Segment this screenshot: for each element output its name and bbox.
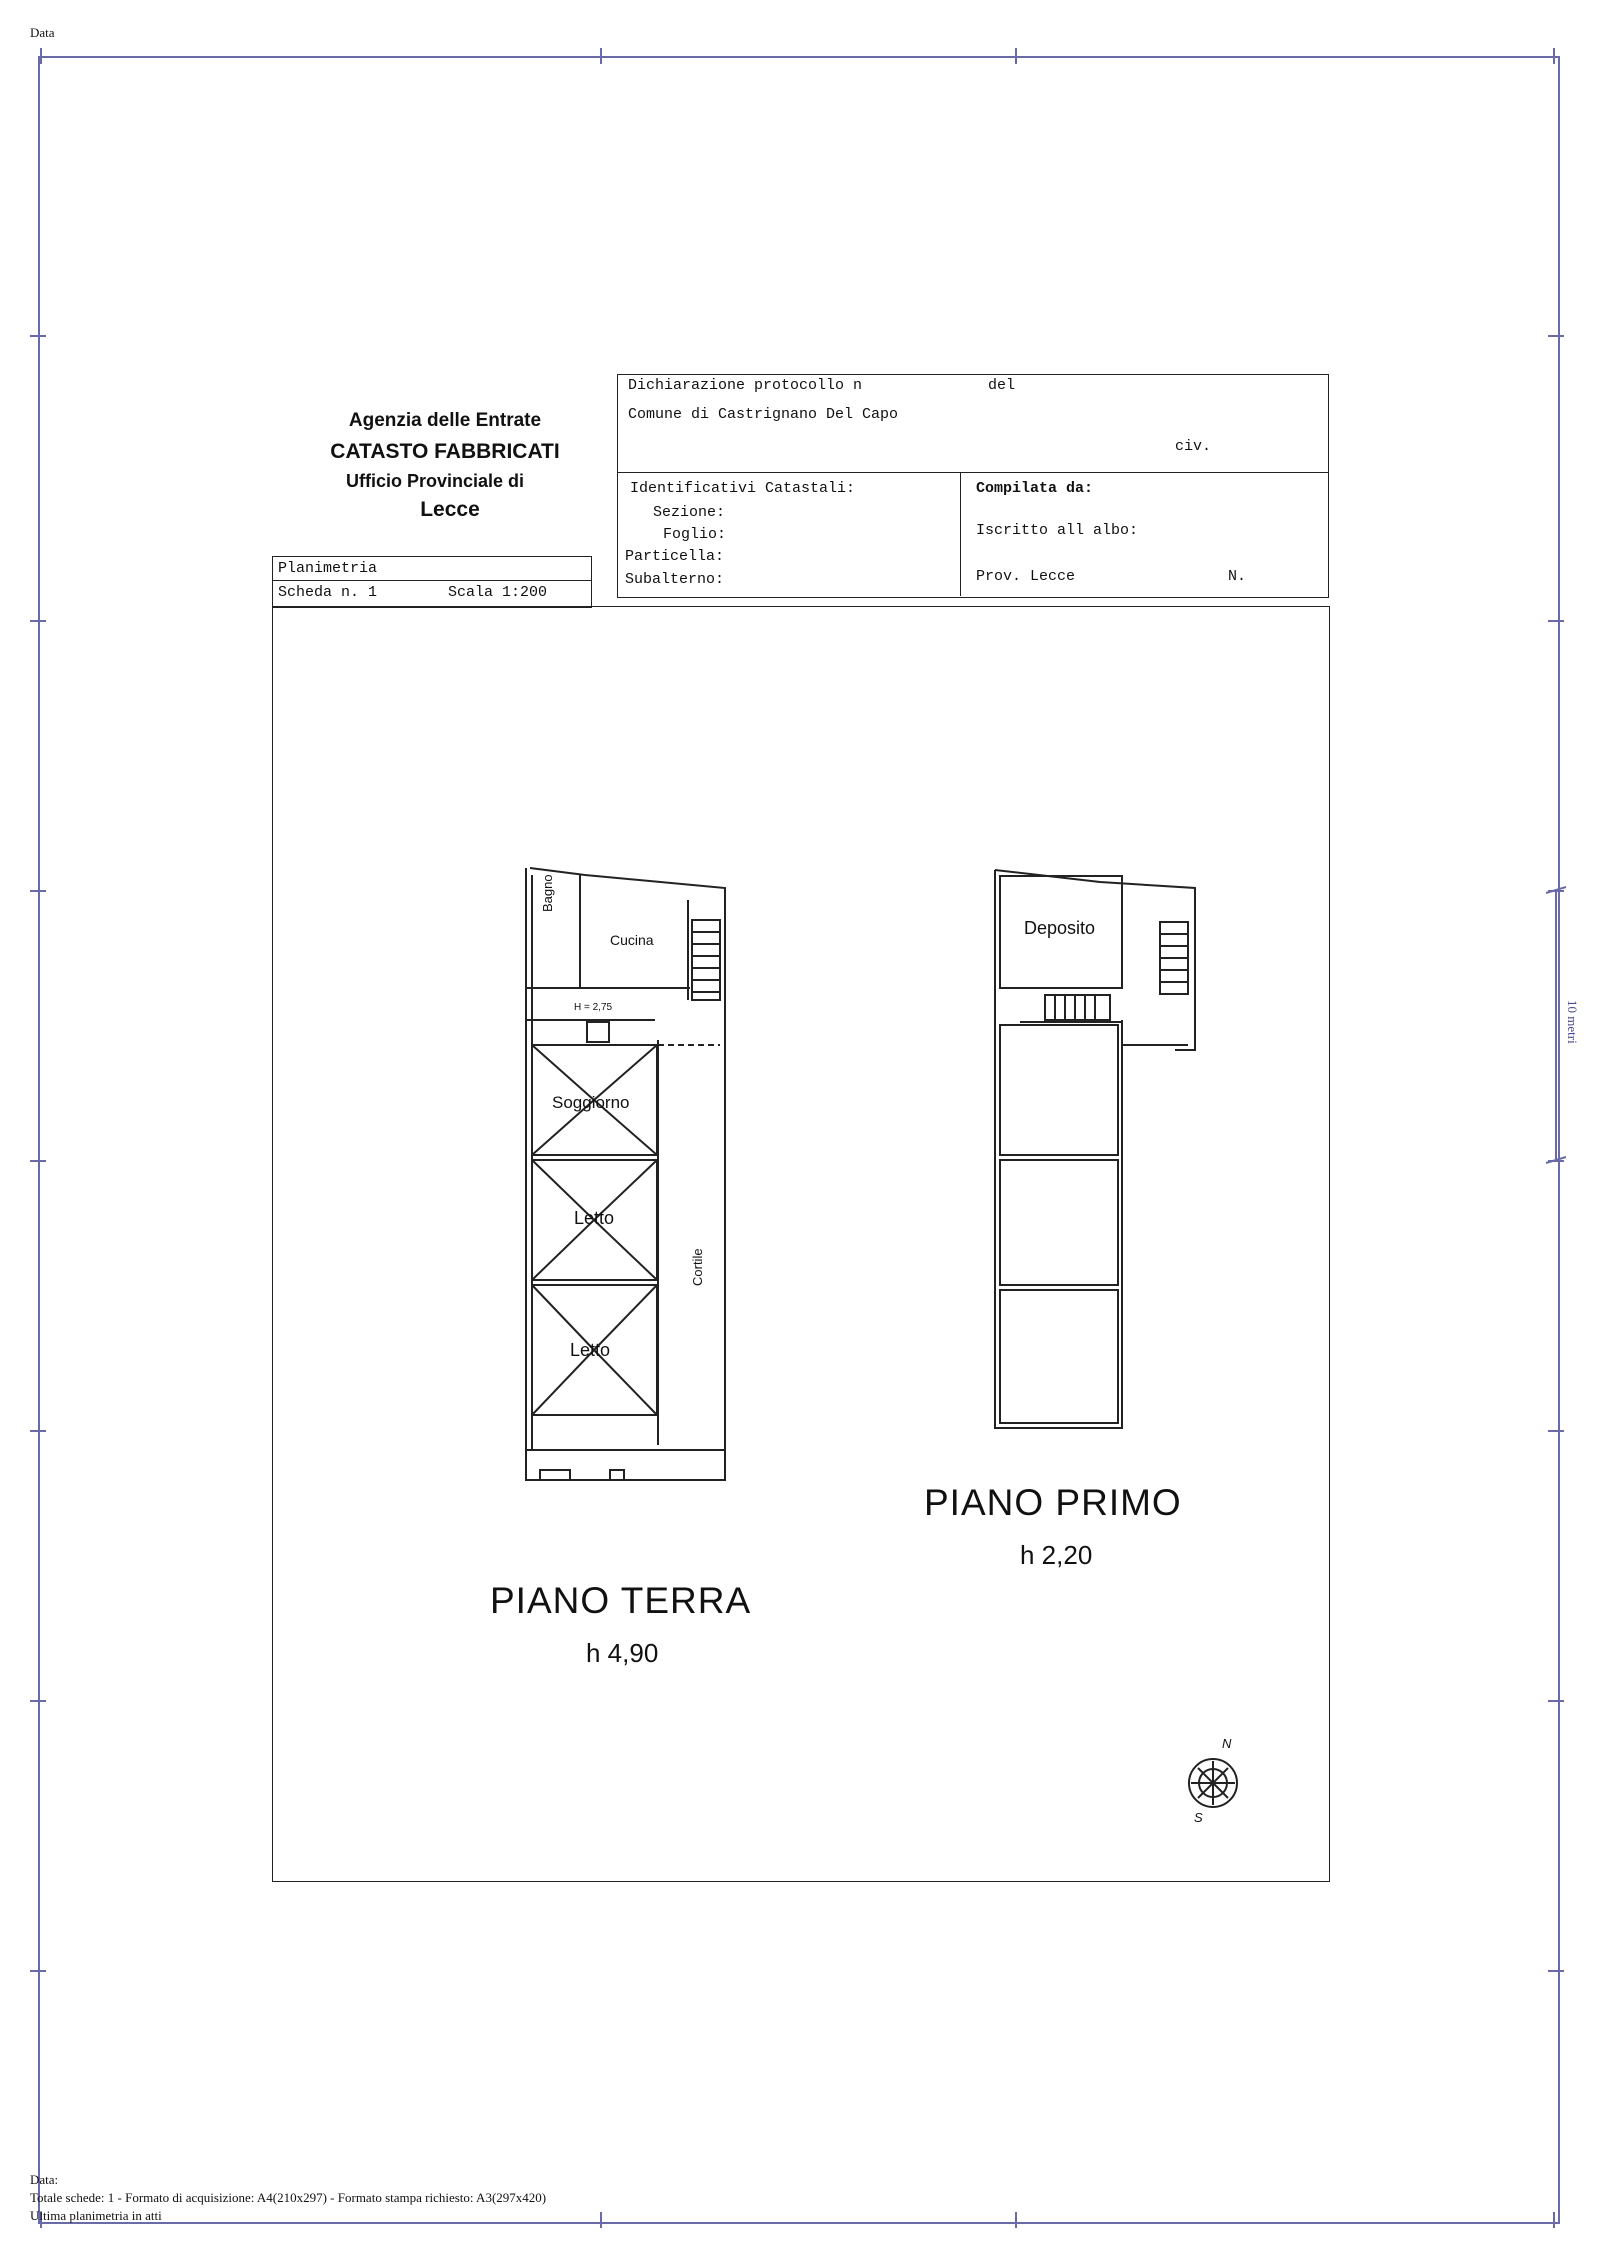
room-label-bagno: Bagno	[540, 874, 555, 912]
scala-label: Scala 1:200	[448, 584, 548, 601]
n-label: N.	[1228, 568, 1247, 585]
top-data-label: Data	[30, 25, 55, 40]
agency-name: Agenzia delle Entrate	[348, 410, 542, 431]
office-city: Lecce	[420, 498, 480, 521]
first-outer-wall	[995, 870, 1122, 1428]
iscritto-label: Iscritto all albo:	[976, 522, 1139, 539]
scale-bar-label: 10 metri	[1565, 1000, 1580, 1044]
room-label-letto-2: Letto	[570, 1340, 611, 1360]
compass-south: S	[1194, 1810, 1203, 1825]
room-label-cortile: Cortile	[690, 1248, 705, 1286]
del-label: del	[988, 377, 1016, 394]
scheda-number: Scheda n. 1	[278, 584, 378, 601]
planimetria-label: Planimetria	[278, 560, 378, 577]
ident-label: Identificativi Catastali:	[630, 480, 856, 497]
footer-data-label: Data:	[30, 2172, 59, 2187]
compilata-label: Compilata da:	[976, 480, 1094, 497]
compass-north: N	[1222, 1736, 1232, 1751]
office-label: Ufficio Provinciale di	[345, 471, 525, 491]
footer-totale: Totale schede: 1 - Formato di acquisizione: A4(210x297) - Formato stampa richiesto: A3(297x420)	[30, 2190, 547, 2205]
ground-floor-title: PIANO TERRA	[490, 1580, 752, 1621]
catasto-title: CATASTO FABBRICATI	[330, 440, 560, 463]
footer-ultima: Ultima planimetria in atti	[30, 2208, 162, 2223]
first-floor-title: PIANO PRIMO	[924, 1482, 1182, 1523]
first-floor-height: h 2,20	[1020, 1540, 1093, 1570]
ground-floor-height: h 4,90	[586, 1638, 659, 1668]
room-label-letto-1: Letto	[574, 1208, 615, 1228]
comune-label: Comune di Castrignano Del Capo	[628, 406, 899, 423]
protocol-label: Dichiarazione protocollo n	[628, 377, 863, 394]
sezione-label: Sezione:	[653, 504, 726, 521]
foglio-label: Foglio:	[663, 526, 727, 543]
particella-label: Particella:	[625, 548, 725, 565]
room-label-soggiorno: Soggiorno	[552, 1093, 630, 1112]
civ-label: civ.	[1175, 438, 1212, 455]
room-label-deposito: Deposito	[1024, 918, 1096, 938]
corridor-column	[587, 1022, 609, 1042]
room-label-h-note: H = 2,75	[574, 1002, 613, 1013]
room-label-cucina: Cucina	[610, 932, 654, 948]
subalterno-label: Subalterno:	[625, 571, 725, 588]
ground-outer-wall	[526, 868, 725, 1480]
prov-label: Prov. Lecce	[976, 568, 1076, 585]
